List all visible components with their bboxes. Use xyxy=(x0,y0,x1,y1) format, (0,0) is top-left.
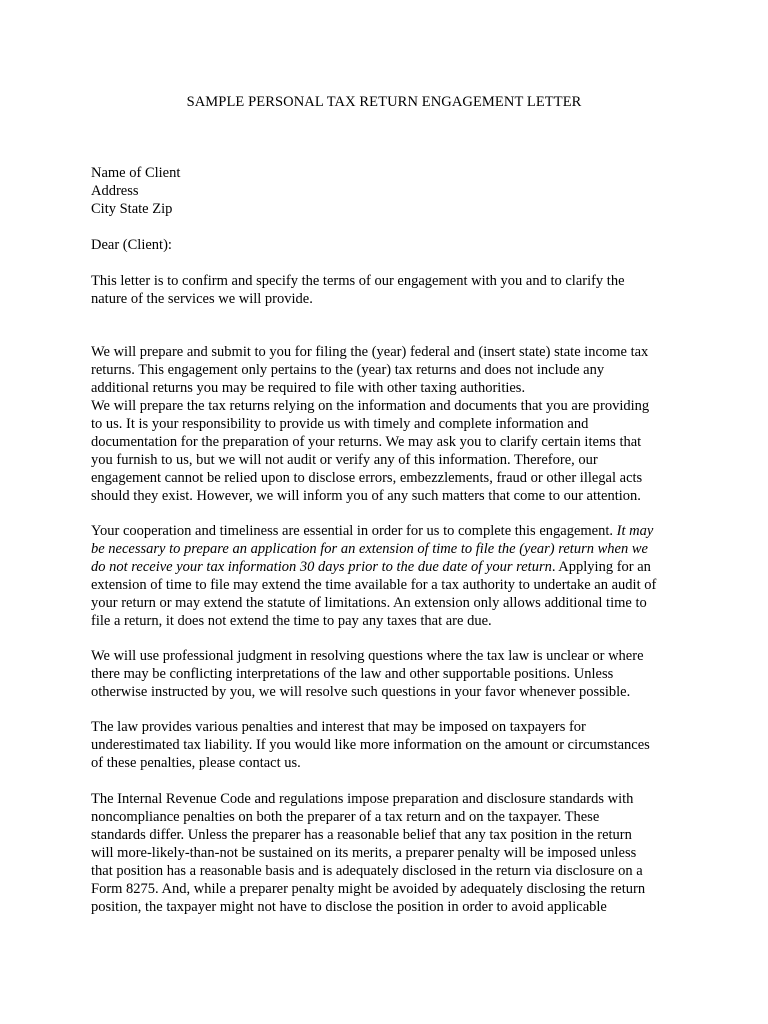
italic-text: be necessary to prepare an application for an extension of time to file the (year) return when we xyxy=(91,541,648,557)
paragraph-line: standards differ. Unless the preparer has a reasonable belief that any tax position in the return xyxy=(91,827,632,843)
paragraph-line: your return or may extend the statute of limitations. An extension only allows additional time to xyxy=(91,595,647,611)
paragraph-line: to us. It is your responsibility to provide us with timely and complete information and xyxy=(91,416,589,432)
paragraph-line: returns. This engagement only pertains to the (year) tax returns and does not include any xyxy=(91,362,605,378)
paragraph-line: noncompliance penalties on both the preparer of a tax return and on the taxpayer. These xyxy=(91,809,600,825)
italic-text: do not receive your tax information 30 days prior to the due date of your return xyxy=(91,559,552,575)
paragraph-line: Form 8275. And, while a preparer penalty might be avoided by adequately disclosing the return xyxy=(91,881,646,897)
paragraph-scope xyxy=(91,343,691,397)
paragraph-line: We will use professional judgment in resolving questions where the tax law is unclear or where xyxy=(91,648,644,664)
paragraph-purpose xyxy=(91,272,691,308)
client-street: Address xyxy=(91,183,139,199)
client-name: Name of Client xyxy=(91,165,181,181)
salutation xyxy=(91,236,691,254)
paragraph-line: file a return, it does not extend the time to pay any taxes that are due. xyxy=(91,613,492,629)
paragraph-cooperation xyxy=(91,522,691,630)
paragraph-line xyxy=(91,540,691,558)
paragraph-line: you furnish to us, but we will not audit or verify any of this information. Therefore, our xyxy=(91,452,598,468)
paragraph-line: engagement cannot be relied upon to disclose errors, embezzlements, fraud or other illegal acts xyxy=(91,470,643,486)
paragraph-line: position, the taxpayer might not have to disclose the position in order to avoid applicable xyxy=(91,899,607,915)
paragraph-line: underestimated tax liability. If you would like more information on the amount or circumstances xyxy=(91,737,650,753)
line-text: Your cooperation and timeliness are essential in order for us to complete this engagement. xyxy=(91,523,617,539)
paragraph-line: that position has a reasonable basis and is adequately disclosed in the return via disclosure on a xyxy=(91,863,643,879)
paragraph-line: of these penalties, please contact us. xyxy=(91,755,301,771)
client-address-block xyxy=(91,164,691,218)
page-title: SAMPLE PERSONAL TAX RETURN ENGAGEMENT LETTER xyxy=(186,94,582,110)
paragraph-line xyxy=(91,558,691,576)
paragraph-line: The law provides various penalties and interest that may be imposed on taxpayers for xyxy=(91,719,586,735)
paragraph-line: We will prepare and submit to you for filing the (year) federal and (insert state) state income tax xyxy=(91,344,649,360)
paragraph-line: otherwise instructed by you, we will resolve such questions in your favor whenever possible. xyxy=(91,684,631,700)
client-city-state-zip: City State Zip xyxy=(91,201,173,217)
paragraph-line: We will prepare the tax returns relying on the information and documents that you are providing xyxy=(91,398,650,414)
salutation-text: Dear (Client): xyxy=(91,237,172,253)
paragraph-line xyxy=(91,522,691,540)
paragraph-line: there may be conflicting interpretations of the law and other supportable positions. Unless xyxy=(91,666,614,682)
line-text: . Applying for an xyxy=(551,559,651,575)
paragraph-line: should they exist. However, we will inform you of any such matters that come to our attention. xyxy=(91,488,641,504)
paragraph-line: documentation for the preparation of your returns. We may ask you to clarify certain items that xyxy=(91,434,642,450)
paragraph-line: nature of the services we will provide. xyxy=(91,291,313,307)
italic-text: It may xyxy=(616,523,654,539)
paragraph-line: extension of time to file may extend the time available for a tax authority to undertake an audit of xyxy=(91,577,657,593)
paragraph-line: will more-likely-than-not be sustained on its merits, a preparer penalty will be imposed unless xyxy=(91,845,637,861)
paragraph-irc-standards xyxy=(91,790,691,916)
paragraph-judgment xyxy=(91,647,691,701)
paragraph-information xyxy=(91,397,691,505)
paragraph-penalties xyxy=(91,718,691,772)
paragraph-line: additional returns you may be required to file with other taxing authorities. xyxy=(91,380,526,396)
paragraph-line: The Internal Revenue Code and regulations impose preparation and disclosure standards with xyxy=(91,791,634,807)
paragraph-line: This letter is to confirm and specify the terms of our engagement with you and to clarify the xyxy=(91,273,625,289)
